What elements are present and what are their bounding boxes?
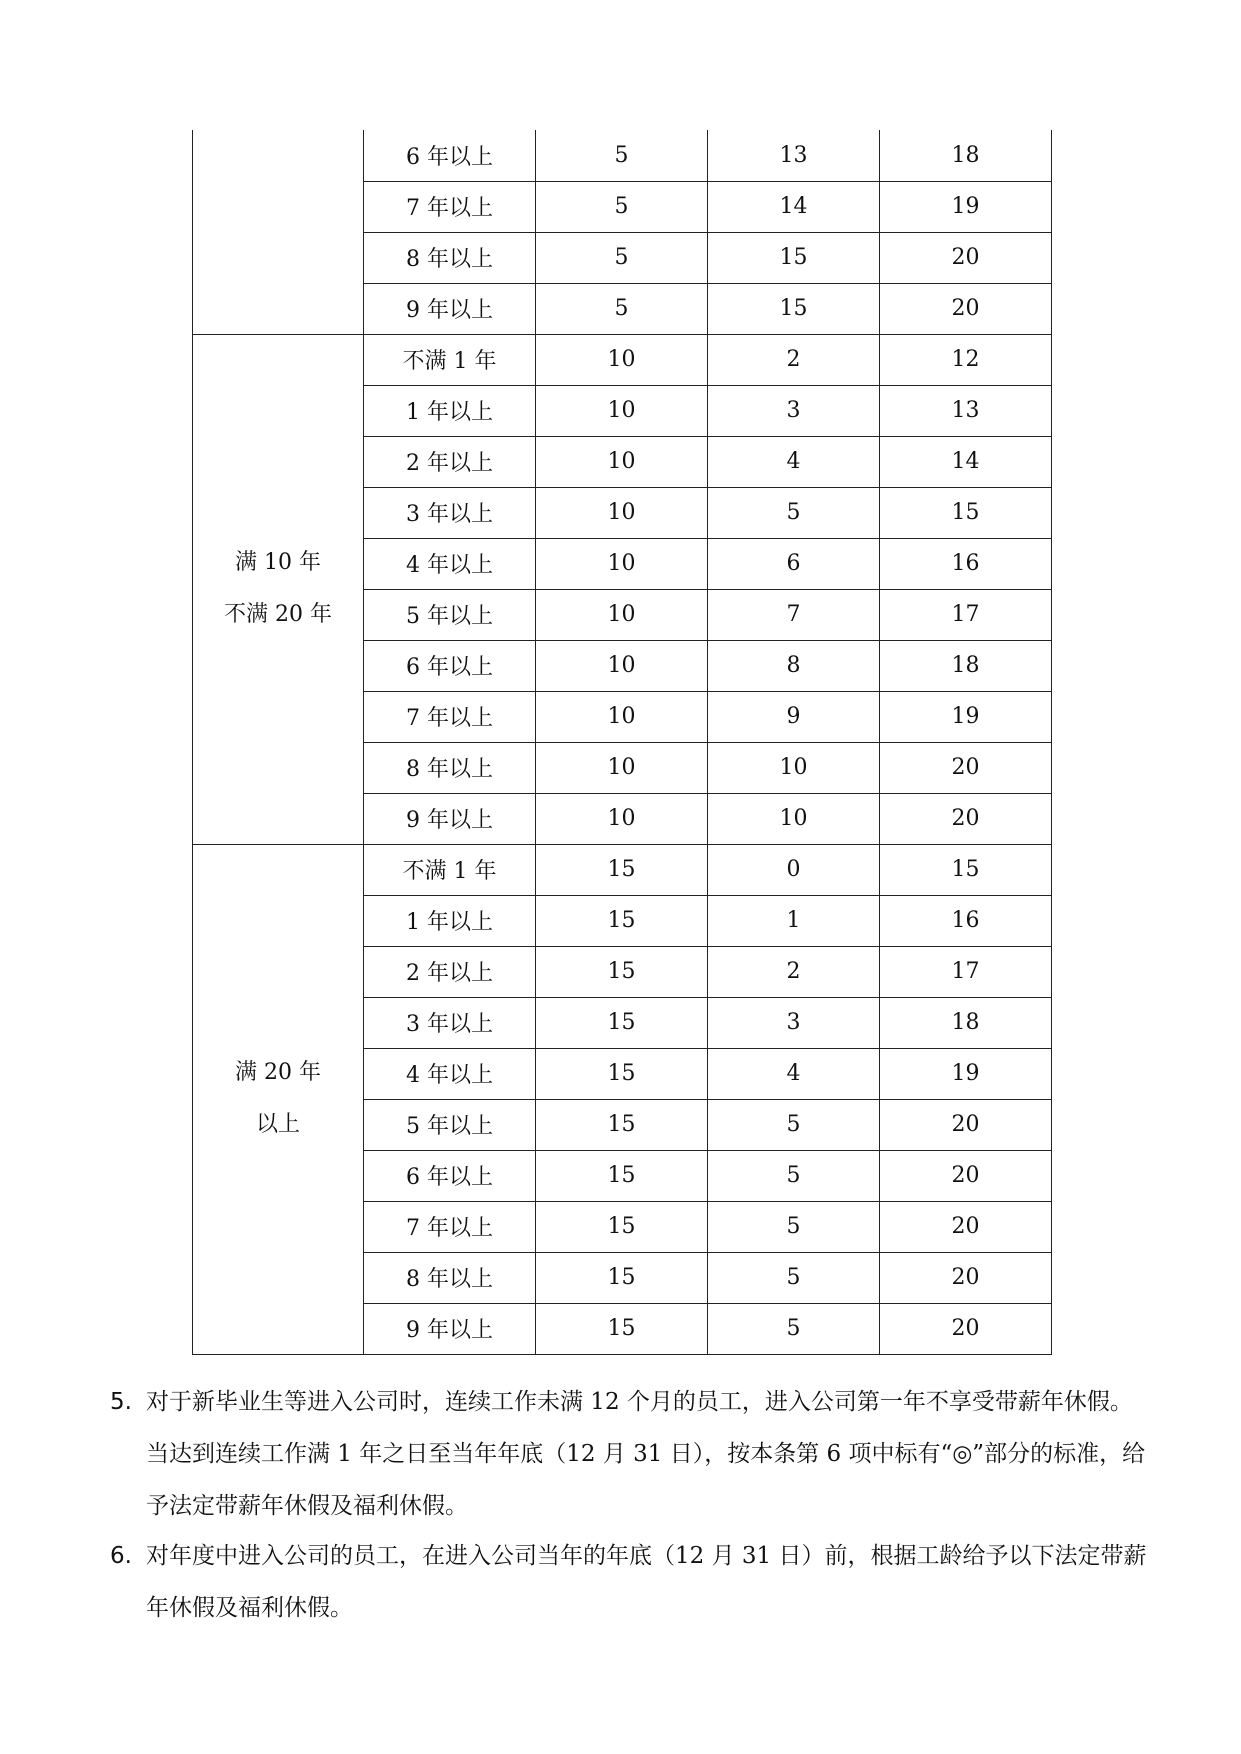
table-cell: 6 年以上 <box>364 640 536 691</box>
table-cell: 9 年以上 <box>364 793 536 844</box>
paragraph-6 <box>110 1530 1150 1634</box>
table-cell: 20 <box>880 1252 1052 1303</box>
table-cell: 0 <box>708 844 880 895</box>
table-cell: 19 <box>880 691 1052 742</box>
table-cell: 8 年以上 <box>364 742 536 793</box>
paragraph-number: 5. <box>110 1389 132 1415</box>
table-cell: 5 <box>708 1150 880 1201</box>
table-cell: 4 <box>708 1048 880 1099</box>
table-cell: 10 <box>708 793 880 844</box>
table-cell: 8 年以上 <box>364 1252 536 1303</box>
table-cell: 20 <box>880 1150 1052 1201</box>
table-cell: 20 <box>880 1303 1052 1354</box>
table-cell: 1 <box>708 895 880 946</box>
table-cell: 5 <box>708 1099 880 1150</box>
service-group-cell <box>193 334 364 844</box>
table-cell: 10 <box>536 538 708 589</box>
table-cell: 6 <box>708 538 880 589</box>
table-cell: 10 <box>536 640 708 691</box>
table-cell: 12 <box>880 334 1052 385</box>
table-cell: 20 <box>880 793 1052 844</box>
table-cell: 3 年以上 <box>364 997 536 1048</box>
table-cell: 不满 1 年 <box>364 334 536 385</box>
table-cell: 20 <box>880 1201 1052 1252</box>
table-row <box>193 844 1052 895</box>
table-cell: 5 <box>708 1252 880 1303</box>
service-group-label: 以上 <box>255 1112 300 1137</box>
table-cell: 10 <box>536 487 708 538</box>
table-cell: 15 <box>536 895 708 946</box>
table-cell: 3 <box>708 997 880 1048</box>
table-cell: 4 年以上 <box>364 1048 536 1099</box>
table-cell: 18 <box>880 997 1052 1048</box>
table-cell: 8 年以上 <box>364 232 536 283</box>
service-group-label: 满 10 年 <box>235 550 321 575</box>
service-group-cell <box>193 130 364 334</box>
table-cell: 1 年以上 <box>364 895 536 946</box>
table-cell: 4 年以上 <box>364 538 536 589</box>
leave-table-body <box>193 130 1052 1354</box>
table-cell: 15 <box>536 1252 708 1303</box>
paragraph-number: 6. <box>110 1543 132 1569</box>
table-cell: 15 <box>880 844 1052 895</box>
table-cell: 5 年以上 <box>364 589 536 640</box>
table-cell: 18 <box>880 640 1052 691</box>
table-cell: 19 <box>880 181 1052 232</box>
table-cell: 7 年以上 <box>364 691 536 742</box>
table-cell: 15 <box>536 997 708 1048</box>
table-cell: 5 <box>536 283 708 334</box>
table-row <box>193 334 1052 385</box>
table-cell: 3 <box>708 385 880 436</box>
table-cell: 15 <box>708 232 880 283</box>
table-cell: 15 <box>536 946 708 997</box>
table-cell: 10 <box>536 691 708 742</box>
table-cell: 18 <box>880 130 1052 181</box>
table-cell: 6 年以上 <box>364 130 536 181</box>
table-cell: 10 <box>536 436 708 487</box>
table-cell: 5 <box>536 130 708 181</box>
table-cell: 10 <box>536 385 708 436</box>
table-cell: 19 <box>880 1048 1052 1099</box>
table-cell: 13 <box>880 385 1052 436</box>
table-cell: 4 <box>708 436 880 487</box>
table-cell: 16 <box>880 538 1052 589</box>
table-cell: 10 <box>536 334 708 385</box>
table-cell: 10 <box>536 793 708 844</box>
table-cell: 5 <box>708 487 880 538</box>
table-cell: 17 <box>880 946 1052 997</box>
table-cell: 10 <box>708 742 880 793</box>
table-row <box>193 130 1052 181</box>
table-cell: 15 <box>536 1303 708 1354</box>
table-cell: 9 年以上 <box>364 1303 536 1354</box>
table-cell: 14 <box>708 181 880 232</box>
table-cell: 7 年以上 <box>364 181 536 232</box>
paragraph-text: 对于新毕业生等进入公司时，连续工作未满 12 个月的员工，进入公司第一年不享受带薪年休假。当达到连续工作满 1 年之日至当年年底（12 月 31 日），按本条第 6 项中标有“◎”部分的标准，给予法定带薪年休假及福利休假。 <box>146 1389 1146 1519</box>
table-cell: 5 年以上 <box>364 1099 536 1150</box>
paragraph-5 <box>110 1376 1150 1532</box>
table-cell: 20 <box>880 232 1052 283</box>
table-cell: 1 年以上 <box>364 385 536 436</box>
table-cell: 3 年以上 <box>364 487 536 538</box>
leave-table <box>192 130 1052 1355</box>
service-group-label: 满 20 年 <box>235 1060 321 1085</box>
table-cell: 20 <box>880 1099 1052 1150</box>
table-cell: 5 <box>708 1201 880 1252</box>
table-cell: 5 <box>536 181 708 232</box>
table-cell: 5 <box>536 232 708 283</box>
service-group-label: 不满 20 年 <box>224 602 332 627</box>
table-cell: 9 <box>708 691 880 742</box>
service-group-cell <box>193 844 364 1354</box>
table-cell: 2 <box>708 334 880 385</box>
table-cell: 20 <box>880 283 1052 334</box>
table-cell: 7 年以上 <box>364 1201 536 1252</box>
table-cell: 15 <box>536 844 708 895</box>
table-cell: 2 年以上 <box>364 436 536 487</box>
table-cell: 15 <box>880 487 1052 538</box>
table-cell: 14 <box>880 436 1052 487</box>
table-cell: 15 <box>536 1201 708 1252</box>
table-cell: 6 年以上 <box>364 1150 536 1201</box>
table-cell: 13 <box>708 130 880 181</box>
table-cell: 15 <box>536 1099 708 1150</box>
table-cell: 9 年以上 <box>364 283 536 334</box>
table-cell: 8 <box>708 640 880 691</box>
table-cell: 17 <box>880 589 1052 640</box>
table-cell: 15 <box>536 1150 708 1201</box>
table-cell: 20 <box>880 742 1052 793</box>
table-cell: 7 <box>708 589 880 640</box>
table-cell: 15 <box>708 283 880 334</box>
table-cell: 15 <box>536 1048 708 1099</box>
paragraph-text: 对年度中进入公司的员工，在进入公司当年的年底（12 月 31 日）前，根据工龄给予以下法定带薪年休假及福利休假。 <box>146 1543 1147 1621</box>
table-cell: 不满 1 年 <box>364 844 536 895</box>
table-cell: 2 <box>708 946 880 997</box>
table-cell: 10 <box>536 589 708 640</box>
table-cell: 16 <box>880 895 1052 946</box>
table-cell: 2 年以上 <box>364 946 536 997</box>
table-cell: 10 <box>536 742 708 793</box>
table-cell: 5 <box>708 1303 880 1354</box>
